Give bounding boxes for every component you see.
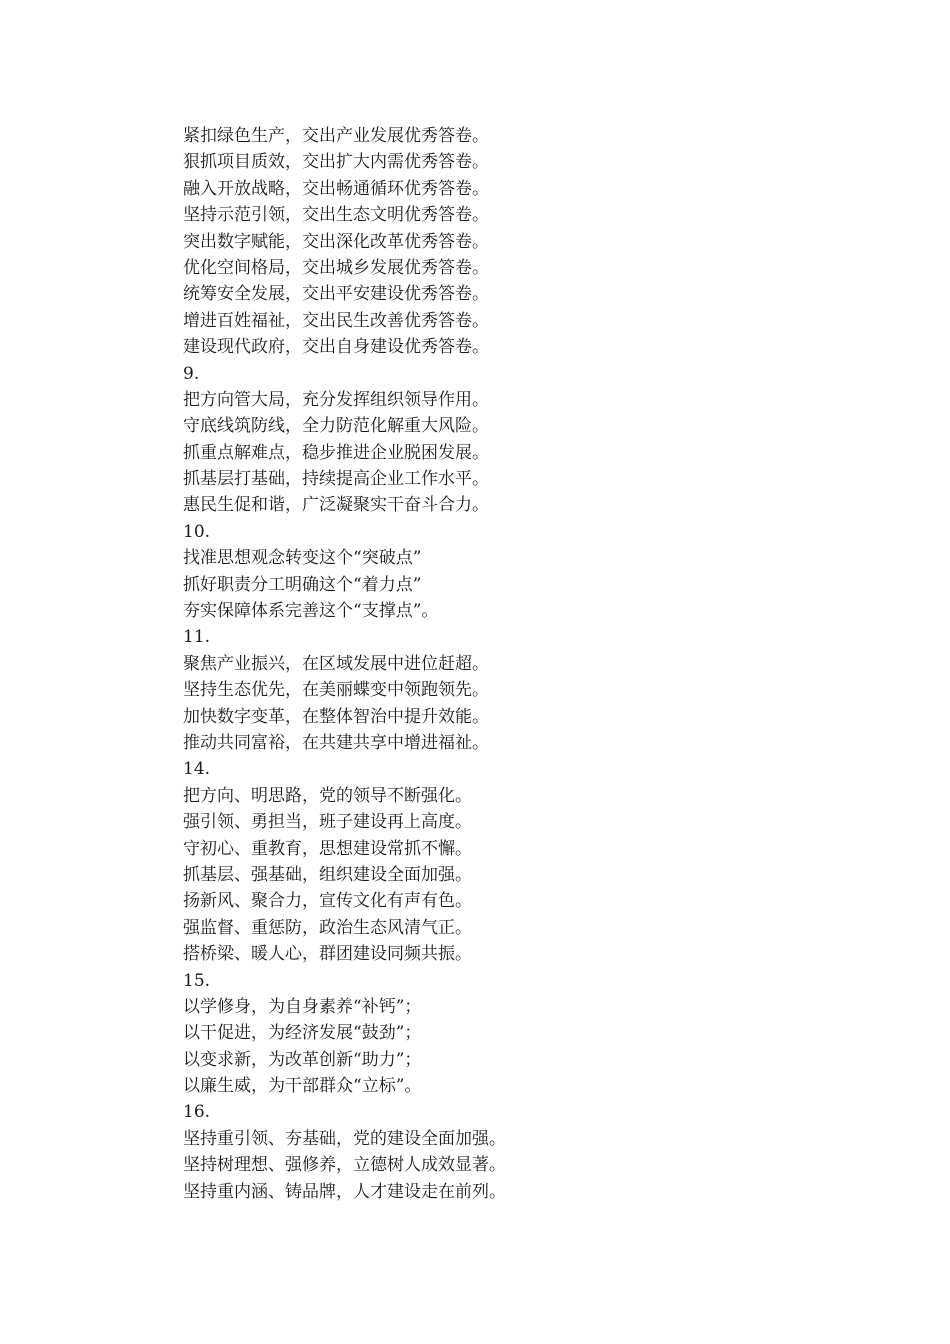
text-line: 惠民生促和谐，广泛凝聚实干奋斗合力。 <box>183 495 489 516</box>
text-line: 强引领、勇担当，班子建设再上高度。 <box>183 812 472 833</box>
text-line: 融入开放战略，交出畅通循环优秀答卷。 <box>183 178 489 199</box>
text-line: 把方向、明思路，党的领导不断强化。 <box>183 785 472 806</box>
text-line: 搭桥梁、暖人心，群团建设同频共振。 <box>183 944 472 965</box>
text-line: 坚持生态优先，在美丽蝶变中领跑领先。 <box>183 680 489 701</box>
text-line: 扬新风、聚合力，宣传文化有声有色。 <box>183 891 472 912</box>
text-line: 增进百姓福祉，交出民生改善优秀答卷。 <box>183 310 489 331</box>
text-line: 统筹安全发展，交出平安建设优秀答卷。 <box>183 284 489 305</box>
text-line: 把方向管大局，充分发挥组织领导作用。 <box>183 389 489 410</box>
text-line: 紧扣绿色生产，交出产业发展优秀答卷。 <box>183 126 489 146</box>
text-line: 突出数字赋能，交出深化改革优秀答卷。 <box>183 231 489 252</box>
text-line: 抓好职责分工明确这个“着力点” <box>183 574 422 595</box>
text-line: 建设现代政府，交出自身建设优秀答卷。 <box>183 337 489 358</box>
text-line: 守初心、重教育，思想建设常抓不懈。 <box>183 838 472 859</box>
text-line: 坚持树理想、强修养，立德树人成效显著。 <box>183 1155 506 1176</box>
text-line: 抓重点解难点，稳步推进企业脱困发展。 <box>183 442 489 463</box>
text-line: 以变求新，为改革创新“助力”； <box>183 1049 422 1070</box>
text-line: 推动共同富裕，在共建共享中增进福祉。 <box>183 732 489 753</box>
text-line: 以学修身，为自身素养“补钙”； <box>183 996 422 1017</box>
section-number: 9. <box>183 363 200 384</box>
section-number: 16. <box>183 1102 211 1123</box>
text-line: 坚持示范引领，交出生态文明优秀答卷。 <box>183 205 489 226</box>
section-number: 10. <box>183 521 211 542</box>
section-number: 15. <box>183 970 211 991</box>
text-line: 以干促进，为经济发展“鼓劲”； <box>183 1023 422 1044</box>
text-line: 坚持重引领、夯基础，党的建设全面加强。 <box>183 1128 506 1149</box>
text-line: 强监督、重惩防，政治生态风清气正。 <box>183 917 472 938</box>
text-line: 夯实保障体系完善这个“支撑点”。 <box>183 601 439 622</box>
text-line: 优化空间格局，交出城乡发展优秀答卷。 <box>183 257 489 278</box>
section-number: 11. <box>183 627 211 648</box>
text-line: 狠抓项目质效，交出扩大内需优秀答卷。 <box>183 152 489 173</box>
text-line: 以廉生威，为干部群众“立标”。 <box>183 1076 422 1097</box>
text-line: 找准思想观念转变这个“突破点” <box>183 548 422 569</box>
text-line: 抓基层打基础，持续提高企业工作水平。 <box>183 469 489 490</box>
section-number: 14. <box>183 759 211 780</box>
text-line: 聚焦产业振兴，在区域发展中进位赶超。 <box>183 653 489 674</box>
document-body <box>183 123 883 1205</box>
text-line: 加快数字变革，在整体智治中提升效能。 <box>183 706 489 727</box>
text-line: 抓基层、强基础，组织建设全面加强。 <box>183 864 472 885</box>
text-line: 守底线筑防线，全力防范化解重大风险。 <box>183 416 489 437</box>
text-line: 坚持重内涵、铸品牌，人才建设走在前列。 <box>183 1181 506 1202</box>
